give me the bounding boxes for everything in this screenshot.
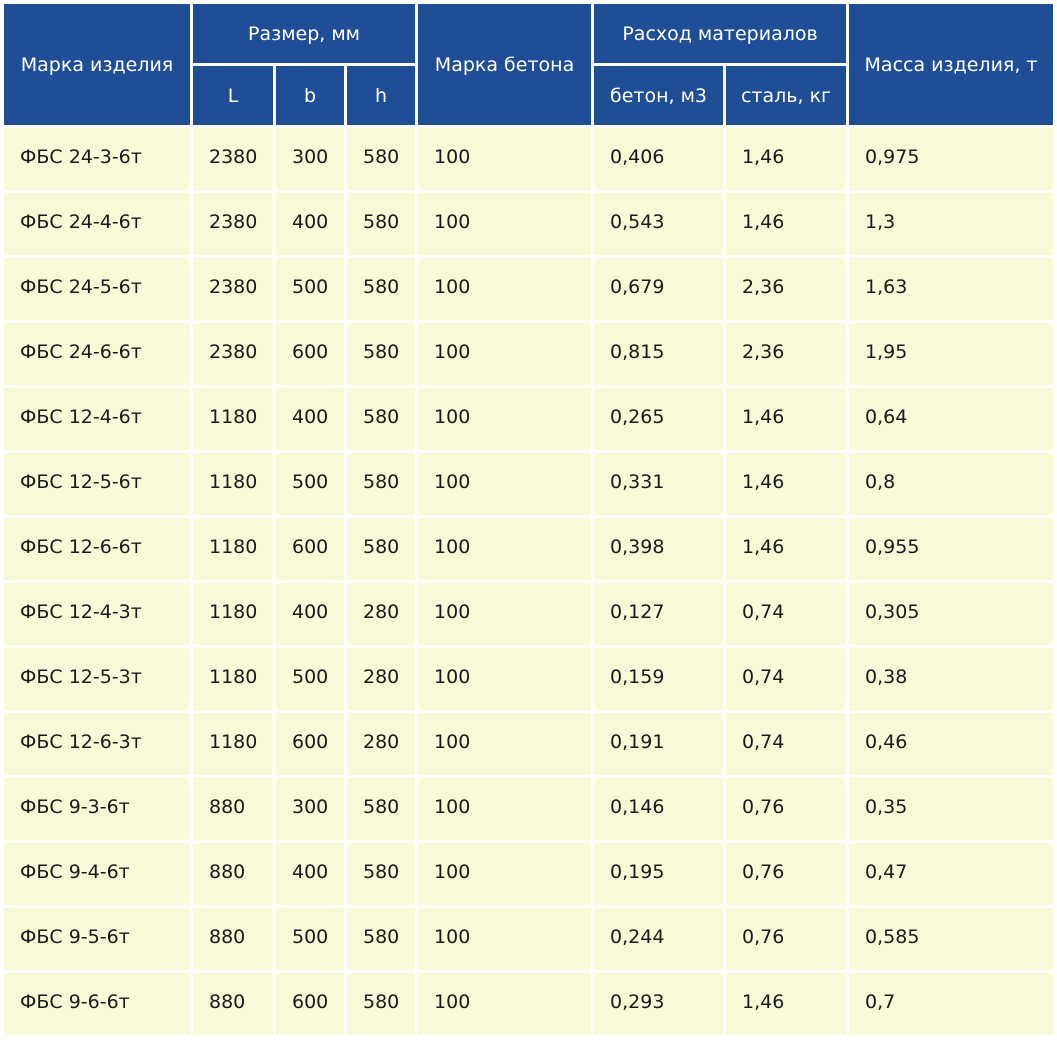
cell-length: 1180 <box>193 583 273 645</box>
cell-width: 300 <box>276 778 344 840</box>
blocks-spec-table <box>1 1 1056 1038</box>
cell-length: 2380 <box>193 323 273 385</box>
cell-width: 500 <box>276 648 344 710</box>
table-row <box>4 713 1053 775</box>
cell-length: 1180 <box>193 713 273 775</box>
cell-length: 2380 <box>193 128 273 190</box>
cell-length: 880 <box>193 908 273 970</box>
cell-height: 580 <box>347 778 415 840</box>
header-width: b <box>276 66 344 125</box>
cell-width: 400 <box>276 583 344 645</box>
cell-mass: 0,64 <box>849 388 1053 450</box>
header-product-mark: Марка изделия <box>4 4 190 125</box>
cell-concrete-volume: 0,195 <box>594 843 723 905</box>
cell-concrete-volume: 0,679 <box>594 258 723 320</box>
table-body <box>4 128 1053 1035</box>
table-row <box>4 778 1053 840</box>
cell-steel: 0,74 <box>726 583 846 645</box>
header-height: h <box>347 66 415 125</box>
cell-product-mark: ФБС 24-5-6т <box>4 258 190 320</box>
cell-mass: 0,975 <box>849 128 1053 190</box>
cell-steel: 1,46 <box>726 973 846 1035</box>
header-concrete-volume: бетон, м3 <box>594 66 723 125</box>
table-row <box>4 908 1053 970</box>
cell-concrete-grade: 100 <box>418 583 591 645</box>
cell-width: 500 <box>276 453 344 515</box>
table-row <box>4 648 1053 710</box>
cell-mass: 0,955 <box>849 518 1053 580</box>
cell-steel: 0,76 <box>726 908 846 970</box>
cell-width: 500 <box>276 908 344 970</box>
cell-concrete-grade: 100 <box>418 713 591 775</box>
cell-width: 400 <box>276 388 344 450</box>
cell-concrete-grade: 100 <box>418 778 591 840</box>
cell-mass: 0,8 <box>849 453 1053 515</box>
header-steel: сталь, кг <box>726 66 846 125</box>
header-length: L <box>193 66 273 125</box>
cell-steel: 2,36 <box>726 258 846 320</box>
cell-mass: 0,305 <box>849 583 1053 645</box>
table-row <box>4 258 1053 320</box>
cell-product-mark: ФБС 24-4-6т <box>4 193 190 255</box>
cell-concrete-volume: 0,398 <box>594 518 723 580</box>
cell-height: 580 <box>347 128 415 190</box>
table-row <box>4 518 1053 580</box>
cell-concrete-grade: 100 <box>418 843 591 905</box>
table-row <box>4 193 1053 255</box>
cell-mass: 0,585 <box>849 908 1053 970</box>
cell-mass: 0,7 <box>849 973 1053 1035</box>
header-concrete-grade: Марка бетона <box>418 4 591 125</box>
cell-concrete-volume: 0,146 <box>594 778 723 840</box>
cell-mass: 0,35 <box>849 778 1053 840</box>
cell-length: 2380 <box>193 258 273 320</box>
cell-concrete-grade: 100 <box>418 128 591 190</box>
cell-mass: 0,46 <box>849 713 1053 775</box>
table-row <box>4 128 1053 190</box>
cell-concrete-volume: 0,265 <box>594 388 723 450</box>
cell-product-mark: ФБС 9-4-6т <box>4 843 190 905</box>
cell-concrete-volume: 0,543 <box>594 193 723 255</box>
cell-height: 280 <box>347 648 415 710</box>
cell-steel: 1,46 <box>726 193 846 255</box>
cell-length: 1180 <box>193 518 273 580</box>
table-row <box>4 388 1053 450</box>
cell-height: 580 <box>347 908 415 970</box>
header-material-consumption: Расход материалов <box>594 4 846 63</box>
cell-height: 580 <box>347 388 415 450</box>
cell-steel: 2,36 <box>726 323 846 385</box>
cell-concrete-grade: 100 <box>418 323 591 385</box>
cell-width: 600 <box>276 323 344 385</box>
cell-mass: 1,3 <box>849 193 1053 255</box>
cell-width: 600 <box>276 713 344 775</box>
cell-concrete-volume: 0,406 <box>594 128 723 190</box>
cell-width: 400 <box>276 843 344 905</box>
cell-height: 580 <box>347 453 415 515</box>
cell-length: 1180 <box>193 388 273 450</box>
cell-concrete-grade: 100 <box>418 193 591 255</box>
table-row <box>4 973 1053 1035</box>
cell-width: 300 <box>276 128 344 190</box>
cell-height: 580 <box>347 973 415 1035</box>
cell-concrete-grade: 100 <box>418 648 591 710</box>
cell-concrete-volume: 0,293 <box>594 973 723 1035</box>
header-size-group: Размер, мм <box>193 4 415 63</box>
cell-concrete-volume: 0,331 <box>594 453 723 515</box>
table-row <box>4 323 1053 385</box>
cell-concrete-grade: 100 <box>418 388 591 450</box>
cell-concrete-grade: 100 <box>418 518 591 580</box>
cell-concrete-grade: 100 <box>418 258 591 320</box>
cell-steel: 0,76 <box>726 843 846 905</box>
cell-length: 1180 <box>193 453 273 515</box>
cell-length: 880 <box>193 973 273 1035</box>
cell-steel: 1,46 <box>726 518 846 580</box>
table-row <box>4 843 1053 905</box>
cell-product-mark: ФБС 9-6-6т <box>4 973 190 1035</box>
cell-length: 880 <box>193 778 273 840</box>
table-row <box>4 453 1053 515</box>
cell-height: 280 <box>347 713 415 775</box>
cell-steel: 1,46 <box>726 128 846 190</box>
header-product-mass: Масса изделия, т <box>849 4 1053 125</box>
cell-product-mark: ФБС 12-5-6т <box>4 453 190 515</box>
cell-height: 580 <box>347 518 415 580</box>
cell-product-mark: ФБС 12-4-6т <box>4 388 190 450</box>
cell-length: 2380 <box>193 193 273 255</box>
cell-product-mark: ФБС 24-3-6т <box>4 128 190 190</box>
cell-concrete-volume: 0,244 <box>594 908 723 970</box>
cell-steel: 0,76 <box>726 778 846 840</box>
cell-width: 400 <box>276 193 344 255</box>
cell-steel: 0,74 <box>726 713 846 775</box>
cell-steel: 0,74 <box>726 648 846 710</box>
cell-width: 600 <box>276 518 344 580</box>
cell-concrete-grade: 100 <box>418 973 591 1035</box>
cell-mass: 0,38 <box>849 648 1053 710</box>
cell-product-mark: ФБС 12-6-3т <box>4 713 190 775</box>
cell-steel: 1,46 <box>726 453 846 515</box>
cell-concrete-grade: 100 <box>418 453 591 515</box>
cell-product-mark: ФБС 9-3-6т <box>4 778 190 840</box>
cell-height: 580 <box>347 193 415 255</box>
cell-concrete-volume: 0,191 <box>594 713 723 775</box>
cell-product-mark: ФБС 24-6-6т <box>4 323 190 385</box>
cell-height: 580 <box>347 323 415 385</box>
cell-length: 880 <box>193 843 273 905</box>
cell-concrete-grade: 100 <box>418 908 591 970</box>
cell-mass: 0,47 <box>849 843 1053 905</box>
cell-height: 580 <box>347 258 415 320</box>
cell-width: 500 <box>276 258 344 320</box>
cell-steel: 1,46 <box>726 388 846 450</box>
cell-concrete-volume: 0,815 <box>594 323 723 385</box>
cell-height: 580 <box>347 843 415 905</box>
cell-mass: 1,63 <box>849 258 1053 320</box>
cell-mass: 1,95 <box>849 323 1053 385</box>
cell-concrete-volume: 0,159 <box>594 648 723 710</box>
cell-product-mark: ФБС 12-5-3т <box>4 648 190 710</box>
cell-product-mark: ФБС 9-5-6т <box>4 908 190 970</box>
table-header <box>4 4 1053 125</box>
cell-concrete-volume: 0,127 <box>594 583 723 645</box>
cell-length: 1180 <box>193 648 273 710</box>
cell-product-mark: ФБС 12-6-6т <box>4 518 190 580</box>
cell-height: 280 <box>347 583 415 645</box>
cell-width: 600 <box>276 973 344 1035</box>
table-row <box>4 583 1053 645</box>
cell-product-mark: ФБС 12-4-3т <box>4 583 190 645</box>
